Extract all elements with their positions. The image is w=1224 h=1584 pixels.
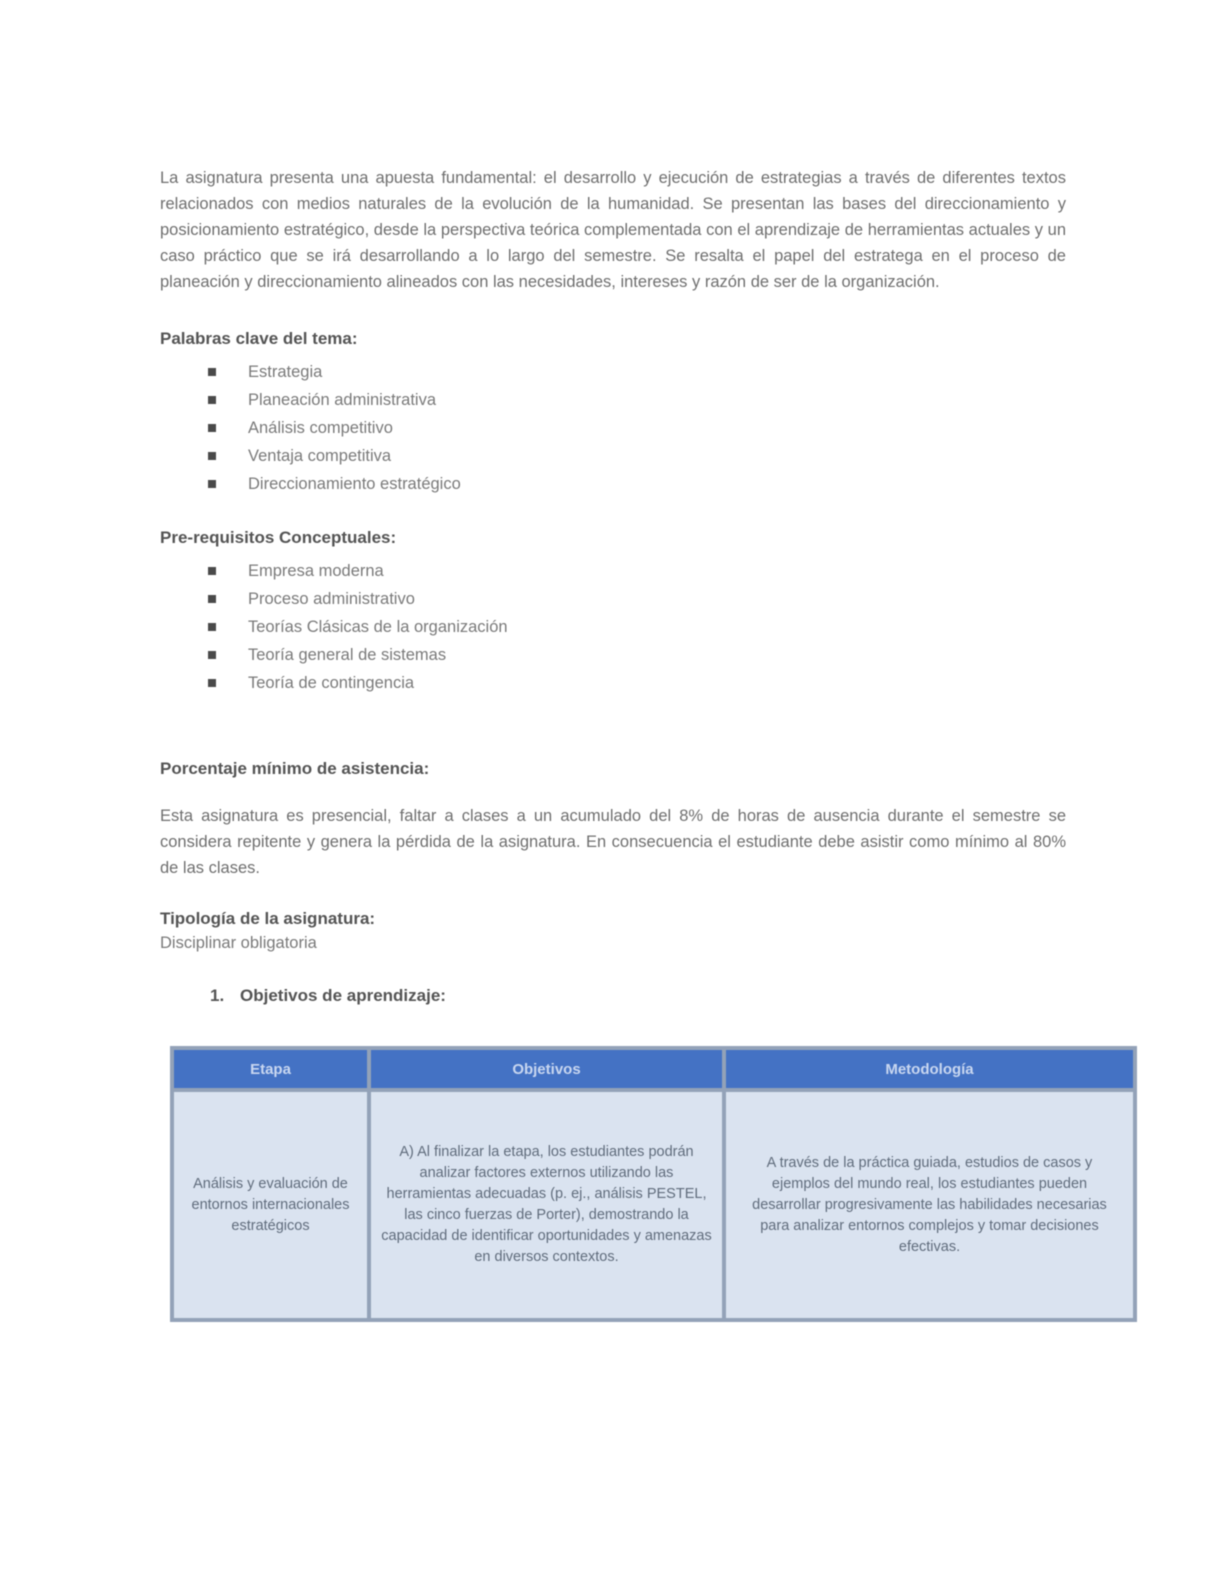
prerequisites-list-item [160, 585, 1066, 613]
prerequisites-list-item [160, 641, 1066, 669]
bullet-icon [208, 623, 216, 631]
objectives-heading [210, 986, 1066, 1006]
bullet-icon [208, 396, 216, 404]
bullet-icon [208, 452, 216, 460]
table-row [172, 1090, 1135, 1320]
table-header-etapa: Etapa [172, 1048, 369, 1090]
prerequisites-item-label: Proceso administrativo [248, 590, 415, 608]
keywords-list-item [160, 358, 1066, 386]
table-cell-metodologia: A través de la práctica guiada, estudios de casos y ejemplos del mundo real, los estudiantes pueden desarrollar progresivamente las habilidades necesarias para analizar entornos complejos y tomar decisiones efectivas. [724, 1090, 1135, 1320]
objectives-heading-label: Objetivos de aprendizaje: [240, 986, 446, 1005]
prerequisites-list-item [160, 669, 1066, 697]
prerequisites-title: Pre-requisitos Conceptuales: [160, 528, 397, 547]
prerequisites-list [160, 557, 1066, 697]
keywords-list [160, 358, 1066, 498]
attendance-title: Porcentaje mínimo de asistencia: [160, 759, 430, 778]
keywords-item-label: Planeación administrativa [248, 391, 437, 409]
prerequisites-item-label: Teoría general de sistemas [248, 646, 447, 664]
bullet-icon [208, 595, 216, 603]
bullet-icon [208, 651, 216, 659]
objectives-heading-number: 1. [210, 986, 225, 1005]
keywords-list-item [160, 414, 1066, 442]
table-header-metodologia: Metodología [724, 1048, 1135, 1090]
keywords-list-item [160, 386, 1066, 414]
typology-title: Tipología de la asignatura: [160, 909, 376, 928]
keywords-item-label: Direccionamiento estratégico [248, 475, 461, 493]
keywords-item-label: Análisis competitivo [248, 419, 393, 437]
table-header-objetivos: Objetivos [369, 1048, 724, 1090]
table-cell-objetivos: A) Al finalizar la etapa, los estudiantes podrán analizar factores externos utilizando las herramientas adecuadas (p. ej., análisis PESTEL, las cinco fuerzas de Porter), demostrando la capacidad de identificar oportunidades y amenazas en diversos contextos. [369, 1090, 724, 1320]
table-header-row [172, 1048, 1135, 1090]
bullet-icon [208, 480, 216, 488]
prerequisites-list-item [160, 613, 1066, 641]
keywords-item-label: Ventaja competitiva [248, 447, 392, 465]
table-cell-etapa: Análisis y evaluación de entornos internacionales estratégicos [172, 1090, 369, 1320]
keywords-item-label: Estrategia [248, 363, 323, 381]
bullet-icon [208, 368, 216, 376]
prerequisites-item-label: Teoría de contingencia [248, 674, 415, 692]
intro-paragraph: La asignatura presenta una apuesta fundamental: el desarrollo y ejecución de estrategias a través de diferentes textos relacionados con medios naturales de la evolución de la humanidad. Se presentan las bases del direccionamiento y posicionamiento estratégico, desde la perspectiva teórica complementada con el aprendizaje de herramientas actuales y un caso práctico que se irá desarrollando a lo largo del semestre. Se resalta el papel del estratega en el proceso de planeación y direccionamiento alineados con las necesidades, intereses y razón de ser de la organización. [160, 169, 1066, 291]
keywords-title: Palabras clave del tema: [160, 329, 358, 348]
keywords-list-item [160, 442, 1066, 470]
prerequisites-item-label: Empresa moderna [248, 562, 384, 580]
attendance-paragraph: Esta asignatura es presencial, faltar a clases a un acumulado del 8% de horas de ausencia durante el semestre se considera repitente y genera la pérdida de la asignatura. En consecuencia el estudiante debe asistir como mínimo al 80% de las clases. [160, 807, 1066, 877]
bullet-icon [208, 679, 216, 687]
prerequisites-list-item [160, 557, 1066, 585]
typology-value: Disciplinar obligatoria [160, 934, 317, 952]
bullet-icon [208, 567, 216, 575]
keywords-list-item [160, 470, 1066, 498]
bullet-icon [208, 424, 216, 432]
prerequisites-item-label: Teorías Clásicas de la organización [248, 618, 508, 636]
objectives-table [170, 1046, 1137, 1322]
